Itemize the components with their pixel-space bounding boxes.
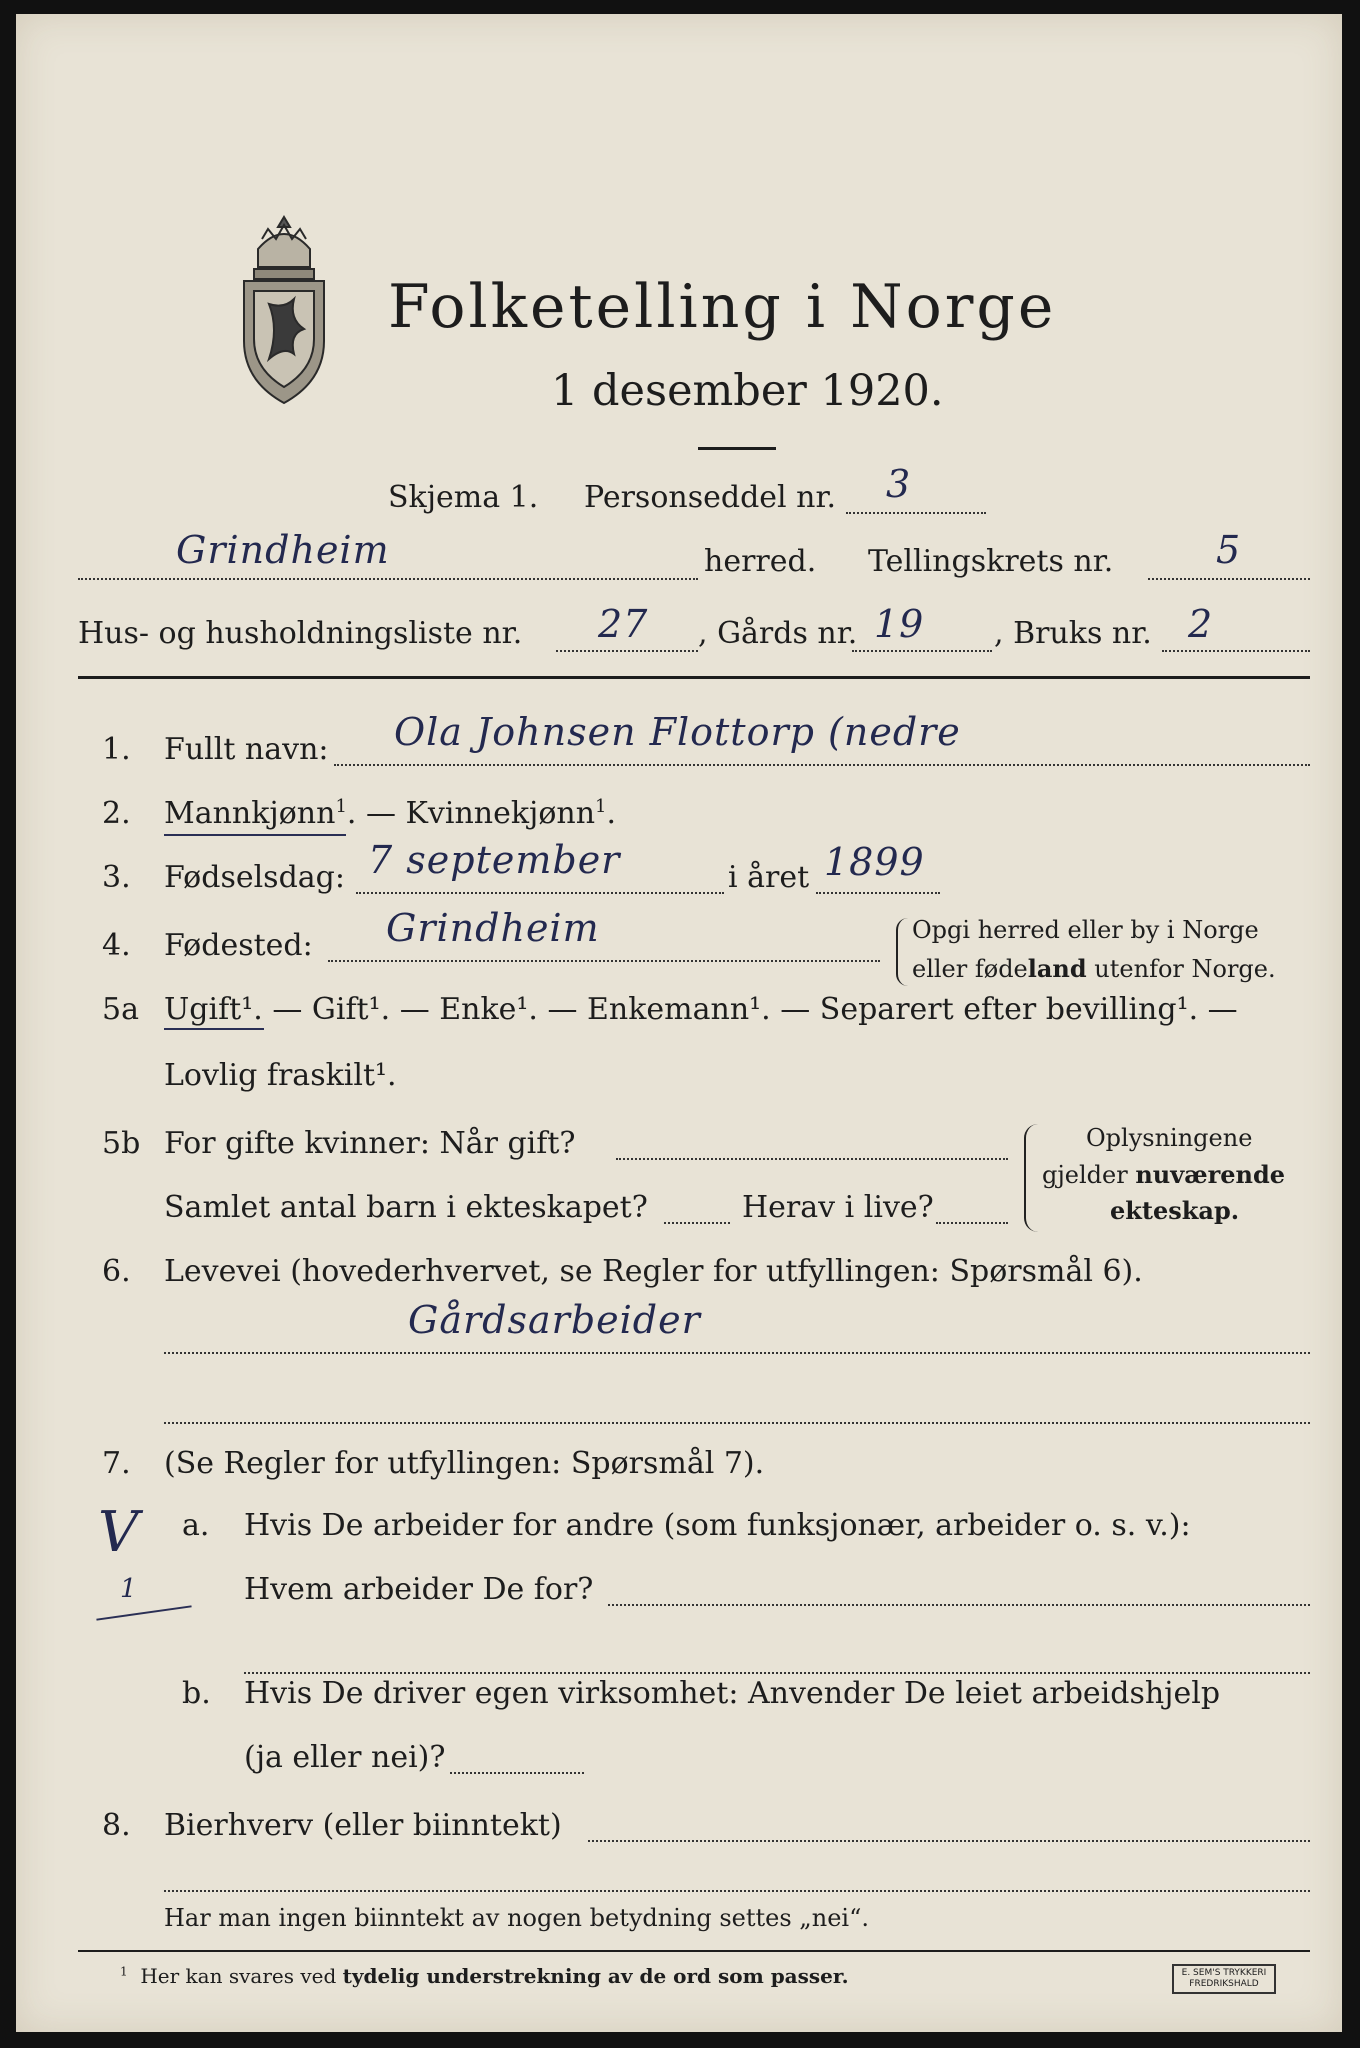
q1-number: 1. <box>102 732 131 767</box>
q3-number: 3. <box>102 860 131 895</box>
birthday-value[interactable]: 7 september <box>368 838 621 882</box>
q5b-line1: For gifte kvinner: Når gift? <box>164 1126 576 1161</box>
q7-label: (Se Regler for utfyllingen: Spørsmål 7). <box>164 1446 765 1481</box>
printer-stamp: E. SEM'S TRYKKERI FREDRIKSHALD <box>1172 1964 1276 1994</box>
q5b-alive-label: Herav i live? <box>742 1190 934 1225</box>
ugift-underline <box>164 1028 264 1030</box>
q8-line <box>588 1840 1310 1842</box>
personseddel-label: Personseddel nr. <box>584 480 837 515</box>
q5b-note-line1: Oplysningene <box>1086 1124 1253 1152</box>
q6-line2 <box>164 1422 1310 1424</box>
q6-line1 <box>164 1352 1310 1354</box>
q5b-children-line <box>664 1222 730 1224</box>
schema-label: Skjema 1. <box>388 480 539 515</box>
margin-check-mark: V <box>98 1500 140 1565</box>
q7a-line2: Hvem arbeider De for? <box>244 1572 594 1607</box>
q7b-line1: Hvis De driver egen virksomhet: Anvender De leiet arbeidshjelp <box>244 1676 1221 1711</box>
q4-label: Fødested: <box>164 928 313 963</box>
q5a-number: 5a <box>102 992 139 1027</box>
title-divider <box>698 447 776 450</box>
q7b-line2: (ja eller nei)? <box>244 1740 446 1775</box>
bruks-line <box>1162 650 1310 652</box>
sex-separator: . — <box>346 796 406 831</box>
herred-line <box>78 578 698 580</box>
margin-number-mark: 1 <box>120 1574 138 1604</box>
q7a-employer-line <box>608 1604 1310 1606</box>
q2-number: 2. <box>102 796 131 831</box>
q5b-note-line3: ekteskap. <box>1110 1196 1240 1225</box>
q7-number: 7. <box>102 1446 131 1481</box>
q4-note-line2: eller fødeland utenfor Norge. <box>912 954 1276 983</box>
q5b-number: 5b <box>102 1126 141 1161</box>
full-name-value[interactable]: Ola Johnsen Flottorp (nedre <box>394 710 961 754</box>
footnote: $^1$ Her kan svares ved tydelig understrekning av de ord som passer. <box>120 1964 849 1988</box>
q8-number: 8. <box>102 1808 131 1843</box>
occupation-value[interactable]: Gårdsarbeider <box>408 1298 701 1342</box>
nei-note: Har man ingen biinntekt av nogen betydning settes „nei“. <box>164 1904 869 1932</box>
q8-line2 <box>164 1890 1310 1892</box>
q3-label: Fødselsdag: <box>164 860 345 895</box>
census-form <box>16 14 1342 2032</box>
q7a-letter: a. <box>182 1508 210 1543</box>
option-ugift[interactable]: Ugift¹ <box>164 992 254 1027</box>
gards-line <box>852 650 992 652</box>
tellingskrets-line <box>1148 578 1310 580</box>
q8-label: Bierhverv (eller biinntekt) <box>164 1808 562 1843</box>
husliste-value[interactable]: 27 <box>598 602 649 646</box>
coat-of-arms-icon <box>224 209 344 409</box>
husliste-line <box>556 650 698 652</box>
q5a-line2: Lovlig fraskilt¹. <box>164 1058 397 1093</box>
q4-note-line1: Opgi herred eller by i Norge <box>912 916 1259 944</box>
q7a-employer-line2 <box>244 1672 1310 1674</box>
q3-day-line <box>356 892 724 894</box>
tellingskrets-value[interactable]: 5 <box>1216 528 1242 572</box>
birthplace-value[interactable]: Grindheim <box>386 906 600 950</box>
option-male[interactable]: Mannkjønn <box>164 796 336 831</box>
q1-label: Fullt navn: <box>164 732 329 767</box>
bruks-label: , Bruks nr. <box>994 616 1152 651</box>
bruks-value[interactable]: 2 <box>1188 602 1214 646</box>
husliste-label: Hus- og husholdningsliste nr. <box>78 616 523 651</box>
margin-stroke <box>96 1605 191 1620</box>
q1-line <box>334 764 1310 766</box>
q5b-married-line <box>616 1158 1008 1160</box>
birth-year-value[interactable]: 1899 <box>824 840 925 884</box>
q4-number: 4. <box>102 928 131 963</box>
q5a-line1: Ugift¹. — Gift¹. — Enke¹. — Enkemann¹. — Separert efter bevilling¹. — <box>164 992 1238 1027</box>
personseddel-line <box>846 512 986 514</box>
option-female[interactable]: Kvinnekjønn <box>405 796 596 831</box>
q7a-line1: Hvis De arbeider for andre (som funksjonær, arbeider o. s. v.): <box>244 1508 1191 1543</box>
q6-number: 6. <box>102 1254 131 1289</box>
q5b-note-line2: gjelder nuværende <box>1042 1160 1286 1189</box>
header-rule <box>78 676 1310 679</box>
census-date: 1 desember 1920. <box>551 366 944 416</box>
q5b-children-label: Samlet antal barn i ekteskapet? <box>164 1190 648 1225</box>
herred-value[interactable]: Grindheim <box>176 528 390 572</box>
personseddel-value[interactable]: 3 <box>886 462 912 506</box>
q5b-brace <box>1024 1124 1038 1232</box>
footnote-rule <box>78 1950 1310 1952</box>
gards-value[interactable]: 19 <box>874 602 925 646</box>
form-title: Folketelling i Norge <box>388 272 1057 342</box>
q4-brace <box>896 918 908 986</box>
q7b-letter: b. <box>182 1676 211 1711</box>
q4-line <box>328 960 880 962</box>
q3-year-label: i året <box>728 860 810 895</box>
q2-sex-options: Mannkjønn$^1$. — Kvinnekjønn$^1$. <box>164 796 617 831</box>
q7b-answer-line <box>450 1772 584 1774</box>
gards-label: , Gårds nr. <box>698 616 858 651</box>
herred-label: herred. <box>704 544 817 579</box>
male-underline <box>164 834 346 836</box>
tellingskrets-label: Tellingskrets nr. <box>868 544 1114 579</box>
q5b-alive-line <box>936 1222 1008 1224</box>
q3-year-line <box>816 892 940 894</box>
q6-label: Levevei (hovederhvervet, se Regler for utfyllingen: Spørsmål 6). <box>164 1254 1143 1289</box>
